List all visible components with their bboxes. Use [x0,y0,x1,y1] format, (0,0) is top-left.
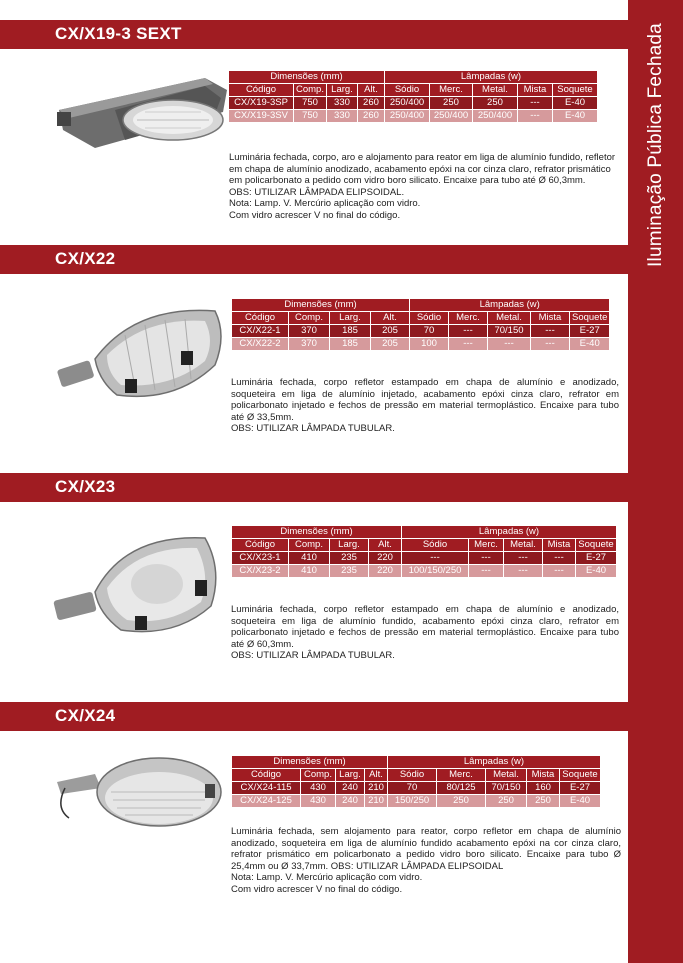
table-cell: 250 [473,97,517,109]
table-cell: 330 [327,110,357,122]
description-note: Nota: Lamp. V. Mercúrio aplicação com vidro. [229,198,421,209]
table-cell: 210 [365,782,387,794]
table-row [232,325,609,337]
table-cell: CX/X23-1 [232,552,288,564]
street-lamp-x22-image [55,295,230,415]
description-text: Luminária fechada, sem alojamento para reator, corpo refletor em chapa de alumínio anodizado, soqueteira em liga de alumínio fundido acabamento epóxi na cor cinza claro, refrator prismático em policarbonato a pedido vidro boro silicato. Encaixe para tubo Ø 25,4mm ou Ø 33,7mm. OBS: UTILIZAR LÂMPADA ELIPSOIDAL [231,826,621,872]
table-cell: 410 [289,552,329,564]
table-cell: --- [469,565,503,577]
description-obs: OBS: UTILIZAR LÂMPADA ELIPSOIDAL. [229,186,405,198]
table-row [229,110,597,122]
table-row [229,97,597,109]
description-note: Com vidro acrescer V no final do código. [229,209,401,221]
table-cell: 370 [289,325,329,337]
spec-table-4 [231,755,601,808]
product-description [231,604,619,662]
section-band-1 [0,20,628,49]
table-cell: 70 [410,325,448,337]
table-cell: CX/X24-115 [232,782,300,794]
description-text: Luminária fechada, corpo refletor estampado em chapa de alumínio e anodizado, soqueteira em liga de alumínio fundido, acabamento epóxi cinza claro, refrator em policarbonato injetado e fechos de pressão em material termoplástico. Encaixe para tubo até Ø 60,3mm. [231,604,619,650]
description-text: Luminária fechada, corpo refletor estampado em chapa de alumínio e anodizado, soqueteira em liga de alumínio injetado, acabamento epóxi cinza claro, refrator em policarbonato injetado e fechos de pressão em material termoplástico. Encaixe para tubo até Ø 33,5mm. [231,377,619,423]
column-header: Comp. [301,769,335,781]
table-cell: E-40 [560,795,600,807]
table-cell: 750 [294,97,326,109]
dimensions-group-header: Dimensões (mm) [232,299,409,311]
description-text: Luminária fechada, corpo, aro e alojamento para reator em liga de alumínio fundido, refletor em chapa de alumínio anodizado, acabamento epóxi na cor cinza claro, refrator prismático em policarbonato a pedido com vidro boro silicato. Encaixe para tubo até Ø 60,3mm. [229,152,616,186]
description-obs: OBS: UTILIZAR LÂMPADA TUBULAR. [231,650,395,661]
table-cell: CX/X19-3SV [229,110,293,122]
product-description [231,826,621,895]
dimensions-group-header: Dimensões (mm) [232,526,401,538]
section-band-3 [0,473,628,502]
column-header: Mista [543,539,575,551]
column-header: Metal. [488,312,530,324]
product-description [229,152,619,221]
table-cell: 260 [358,110,384,122]
lamps-group-header: Lâmpadas (w) [402,526,616,538]
table-cell: 70/150 [486,782,526,794]
column-header: Mista [531,312,569,324]
table-cell: 250/400 [385,110,429,122]
table-cell: 750 [294,110,326,122]
street-lamp-x19-image [55,70,235,160]
column-header: Código [232,539,288,551]
column-header: Sódio [410,312,448,324]
table-cell: CX/X19-3SP [229,97,293,109]
table-cell: 220 [369,552,401,564]
product-code: CX/X19-3 SEXT [55,24,182,43]
table-cell: --- [469,552,503,564]
column-header: Soquete [560,769,600,781]
table-cell: 205 [371,338,409,350]
dimensions-group-header: Dimensões (mm) [232,756,387,768]
table-cell: --- [518,110,552,122]
product-code: CX/X23 [55,477,116,496]
table-cell: 220 [369,565,401,577]
table-cell: 260 [358,97,384,109]
description-note: Nota: Lamp. V. Mercúrio aplicação com vidro. [231,872,423,883]
table-cell: E-27 [576,552,616,564]
column-header: Alt. [369,539,401,551]
section-band-2 [0,245,628,274]
table-cell: 210 [365,795,387,807]
table-cell: E-40 [576,565,616,577]
table-cell: --- [518,97,552,109]
column-header: Larg. [336,769,364,781]
table-cell: E-40 [553,97,597,109]
column-header: Metal. [486,769,526,781]
table-cell: 70 [388,782,436,794]
table-cell: 250/400 [430,110,472,122]
table-cell: 250 [430,97,472,109]
column-header: Sódio [385,84,429,96]
column-header: Código [232,769,300,781]
table-cell: 330 [327,97,357,109]
column-header: Comp. [289,539,329,551]
table-cell: E-27 [570,325,609,337]
table-cell: 100/150/250 [402,565,468,577]
table-cell: --- [531,325,569,337]
table-cell: 250 [527,795,559,807]
column-header: Alt. [371,312,409,324]
spec-table-2 [231,298,610,351]
table-cell: --- [449,338,487,350]
table-cell: 205 [371,325,409,337]
table-cell: --- [504,552,542,564]
table-cell: 235 [330,565,368,577]
lamps-group-header: Lâmpadas (w) [388,756,600,768]
spec-table-3 [231,525,617,578]
column-header: Merc. [437,769,485,781]
lamps-group-header: Lâmpadas (w) [385,71,597,83]
table-cell: 250/400 [385,97,429,109]
table-cell: E-40 [553,110,597,122]
table-cell: 70/150 [488,325,530,337]
table-cell: --- [402,552,468,564]
side-bar [628,0,683,963]
product-description [231,377,619,435]
table-cell: 410 [289,565,329,577]
column-header: Mista [527,769,559,781]
column-header: Alt. [358,84,384,96]
column-header: Merc. [469,539,503,551]
column-header: Soquete [553,84,597,96]
table-cell: 185 [330,338,370,350]
street-lamp-x24-image [55,748,225,838]
table-cell: --- [543,565,575,577]
product-code: CX/X22 [55,249,116,268]
description-obs: OBS: UTILIZAR LÂMPADA TUBULAR. [231,423,395,434]
column-header: Comp. [296,84,324,95]
column-header: Soquete [576,539,616,551]
column-header: Metal. [473,84,517,96]
column-header: Código [232,312,288,324]
column-header: Larg. [330,312,370,324]
table-row [232,782,600,794]
table-cell: E-27 [560,782,600,794]
table-cell: E-40 [570,338,609,350]
table-cell: 430 [301,782,335,794]
dimensions-group-header: Dimensões (mm) [229,71,384,83]
column-header: Código [229,84,293,96]
description-note: Com vidro acrescer V no final do código. [231,883,403,895]
table-cell: 430 [301,795,335,807]
table-cell: --- [449,325,487,337]
column-header: Soquete [572,312,608,323]
column-header: Mista [518,84,552,96]
side-title: Iluminação Pública Fechada [644,23,666,267]
product-code: CX/X24 [55,706,116,725]
column-header: Sódio [402,539,468,551]
table-cell: 100 [410,338,448,350]
lamps-group-header: Lâmpadas (w) [410,299,609,311]
table-cell: 370 [289,338,329,350]
table-cell: --- [488,338,530,350]
table-cell: 160 [527,782,559,794]
table-cell: CX/X22-1 [232,325,288,337]
table-cell: 250/400 [473,110,517,122]
spec-table-1 [228,70,598,123]
table-cell: CX/X24-125 [232,795,300,807]
street-lamp-x23-image [45,520,225,645]
table-cell: 235 [330,552,368,564]
table-cell: 80/125 [437,782,485,794]
table-cell: 250 [486,795,526,807]
column-header: Comp. [289,312,329,324]
column-header: Larg. [330,539,368,551]
table-cell: 240 [336,782,364,794]
column-header: Metal. [504,539,542,551]
section-band-4 [0,702,628,731]
column-header: Larg. [327,84,357,96]
table-cell: 240 [336,795,364,807]
table-row [232,795,600,807]
table-row [232,565,616,577]
table-cell: --- [531,338,569,350]
table-cell: CX/X23-2 [232,565,288,577]
column-header: Merc. [430,84,472,96]
column-header: Sódio [388,769,436,781]
table-row [232,552,616,564]
table-cell: CX/X22-2 [232,338,288,350]
column-header: Alt. [365,769,387,781]
table-cell: 150/250 [388,795,436,807]
table-cell: 185 [330,325,370,337]
table-cell: --- [504,565,542,577]
table-cell: 250 [437,795,485,807]
table-cell: --- [543,552,575,564]
column-header: Merc. [449,312,487,324]
table-row [232,338,609,350]
